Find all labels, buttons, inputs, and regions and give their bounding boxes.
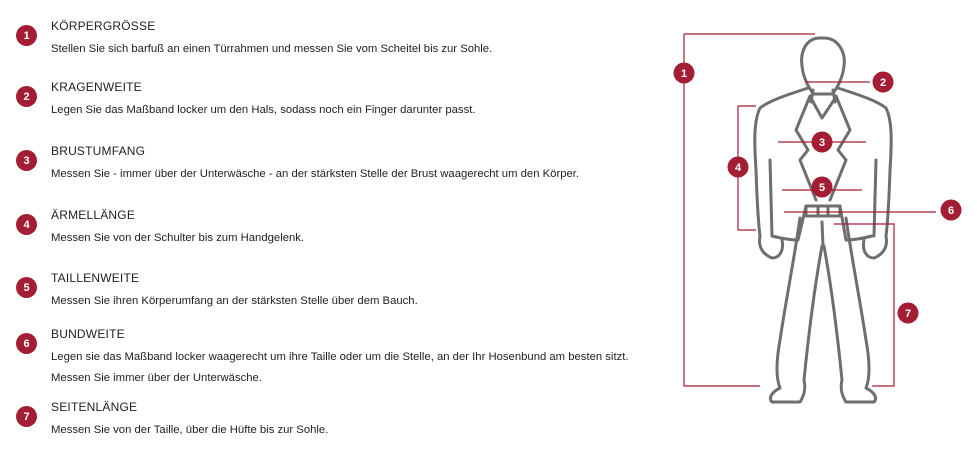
svg-text:7: 7 (904, 308, 912, 320)
item-title: KRAGENWEITE (51, 80, 142, 94)
svg-text:4: 4 (734, 162, 742, 174)
figure-badge-2 (873, 72, 894, 93)
figure-badge-4 (728, 157, 749, 178)
number-badge: 2 (16, 86, 37, 107)
item-title: KÖRPERGRÖSSE (51, 19, 156, 33)
number-badge: 1 (16, 25, 37, 46)
number-badge: 3 (16, 150, 37, 171)
svg-text:3: 3 (818, 137, 826, 149)
item-description: Messen Sie ihren Körperumfang an der stärksten Stelle über dem Bauch. (51, 295, 418, 307)
item-title: TAILLENWEITE (51, 271, 140, 285)
figure-badge-6 (941, 200, 962, 221)
svg-text:5: 5 (818, 182, 826, 194)
item-description: Messen Sie - immer über der Unterwäsche - an der stärksten Stelle der Brust waagerecht um den Körper. (51, 168, 580, 180)
measurement-figure (660, 0, 977, 467)
man-silhouette-icon (660, 0, 977, 467)
figure-badge-3 (812, 132, 833, 153)
svg-text:2: 2 (879, 77, 887, 89)
figure-badge-7 (898, 303, 919, 324)
item-description: Legen sie das Maßband locker waagerecht um ihre Taille oder um die Stelle, an der Ihr Hosenbund am besten sitzt. Messen Sie immer über der Unterwäsche. (51, 351, 629, 384)
number-badge: 6 (16, 333, 37, 354)
number-badge: 7 (16, 406, 37, 427)
item-description: Messen Sie von der Taille, über die Hüfte bis zur Sohle. (51, 424, 329, 436)
item-description: Messen Sie von der Schulter bis zum Handgelenk. (51, 232, 305, 244)
item-description: Stellen Sie sich barfuß an einen Türrahmen und messen Sie vom Scheitel bis zur Sohle. (51, 43, 493, 55)
svg-text:6: 6 (947, 205, 955, 217)
number-badge: 5 (16, 277, 37, 298)
item-description: Legen Sie das Maßband locker um den Hals, sodass noch ein Finger darunter passt. (51, 104, 476, 116)
figure-badge-5 (812, 177, 833, 198)
figure-badge-1 (674, 63, 695, 84)
svg-text:1: 1 (680, 68, 688, 80)
item-title: ÄRMELLÄNGE (51, 208, 136, 222)
number-badge: 4 (16, 214, 37, 235)
item-title: BUNDWEITE (51, 327, 125, 341)
item-title: SEITENLÄNGE (51, 400, 138, 414)
item-title: BRUSTUMFANG (51, 144, 146, 158)
